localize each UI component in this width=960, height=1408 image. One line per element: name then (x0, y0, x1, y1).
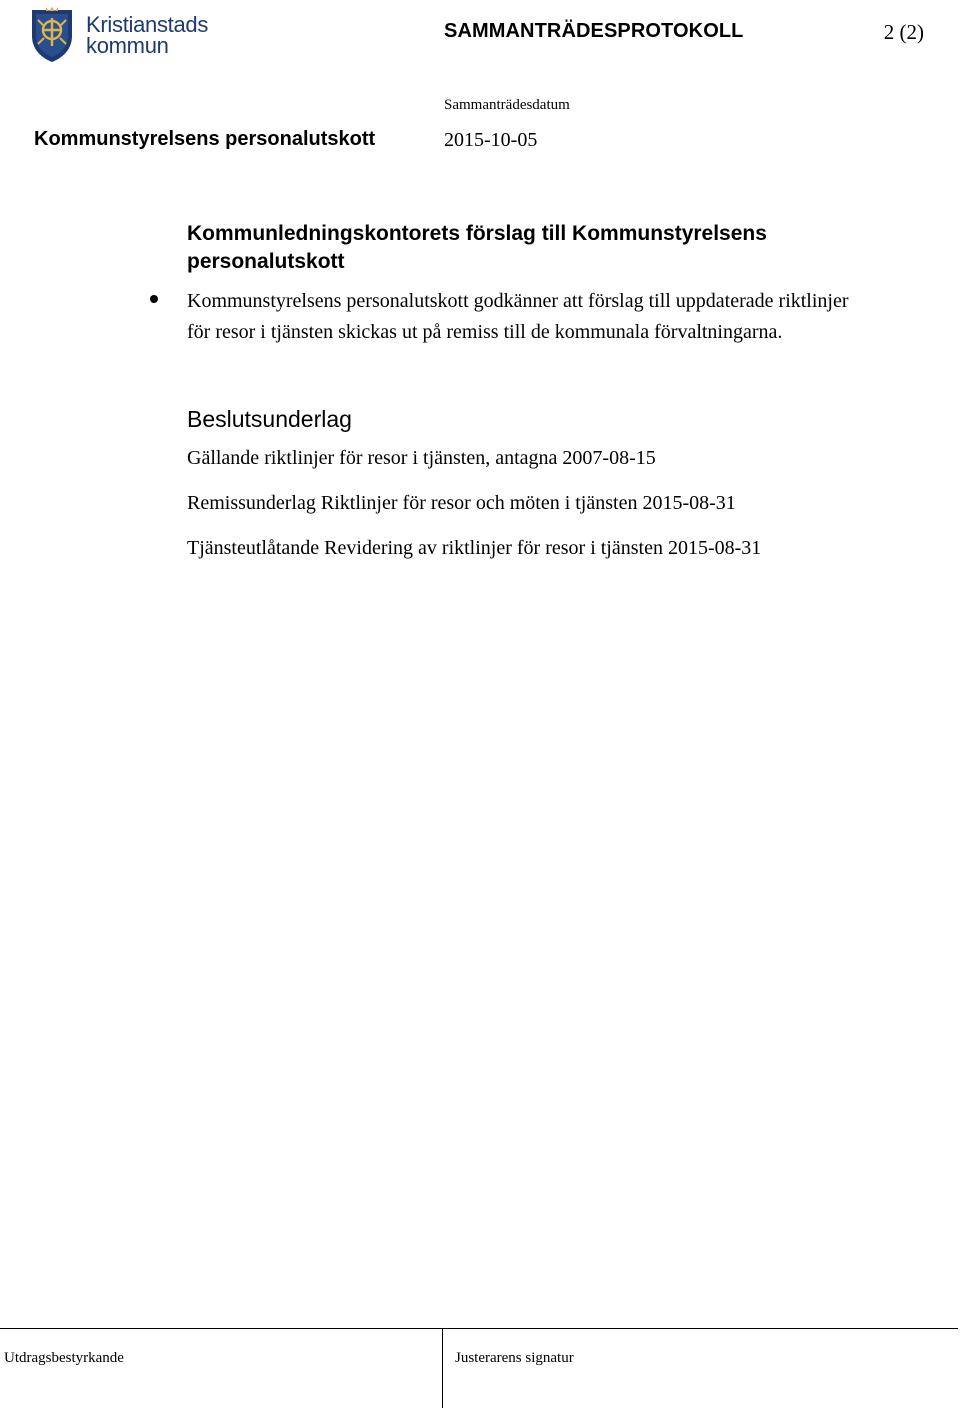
proposal-bullet: Kommunstyrelsens personalutskott godkänner att förslag till uppdaterade riktlinjer för resor i tjänsten skickas ut på remiss till de kommunala förvaltningarna. (187, 290, 849, 343)
footer-rule (0, 1328, 958, 1329)
bullet-icon (150, 295, 158, 303)
committee-name: Kommunstyrelsens personalutskott (34, 128, 376, 150)
municipal-coat-of-arms-icon (28, 6, 76, 64)
proposal-heading: Kommunledningskontorets förslag till Kommunstyrelsens personalutskott (187, 222, 767, 273)
decision-basis-item: Gällande riktlinjer för resor i tjänsten, antagna 2007-08-15 (187, 447, 656, 469)
adjuster-signature-label: Justerarens signatur (455, 1350, 574, 1366)
decision-basis-heading: Beslutsunderlag (187, 406, 352, 432)
meeting-date-label: Sammanträdesdatum (444, 97, 570, 113)
logo-line-1: Kristianstads (86, 12, 209, 37)
logo-line-2: kommun (86, 33, 169, 58)
decision-basis-item: Tjänsteutlåtande Revidering av riktlinjer för resor i tjänsten 2015-08-31 (187, 537, 762, 559)
document-title: SAMMANTRÄDESPROTOKOLL (444, 20, 744, 42)
footer-column-divider (442, 1328, 443, 1408)
municipality-logo (28, 5, 228, 65)
extract-requester-label: Utdragsbestyrkande (4, 1350, 124, 1366)
meeting-date: 2015-10-05 (444, 129, 538, 151)
page-number: 2 (2) (883, 20, 924, 44)
logo-wordmark (86, 14, 208, 56)
decision-basis-item: Remissunderlag Riktlinjer för resor och möten i tjänsten 2015-08-31 (187, 492, 736, 514)
